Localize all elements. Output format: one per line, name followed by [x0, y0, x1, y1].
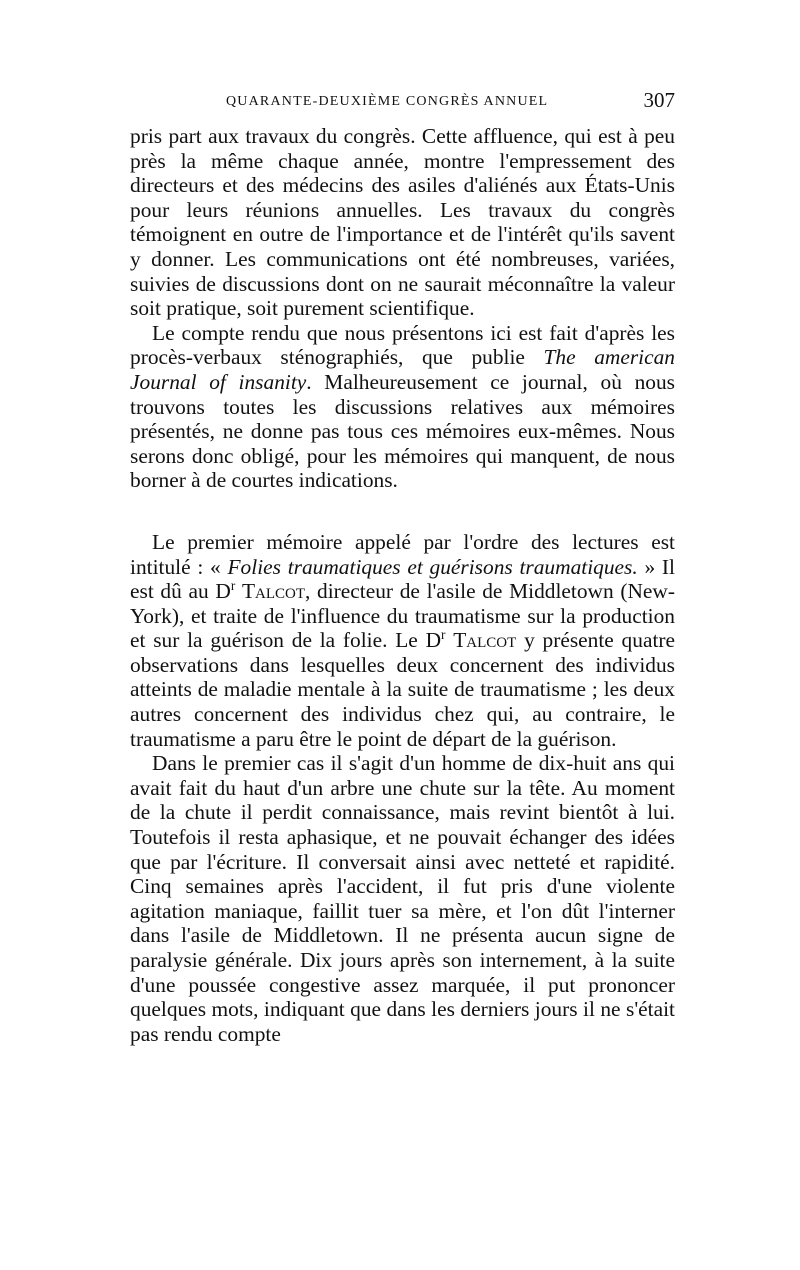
- paragraph-3-end: y présente quatre observations dans lesquelles deux concernent des individus atteints de maladie mentale à la suite de traumatisme ; les deux autres concernent des individus chez qui, au contraire, le traumatisme a paru être le point de départ de la guérison.: [130, 628, 676, 751]
- running-title: QUARANTE-DEUXIÈME CONGRÈS ANNUEL: [226, 94, 549, 109]
- journal-title: The american Journal of insanity: [130, 345, 675, 394]
- paragraph-3: [130, 530, 675, 751]
- paragraph-2-text-start: Le compte rendu que nous présentons ici est fait d'après les procès-verbaux sténographiés, que publie: [130, 320, 675, 370]
- doctor-name: Talcot: [241, 579, 305, 604]
- paragraph-3-intro: Le premier mémoire appelé par l'ordre des lectures est intitulé : «: [130, 529, 675, 579]
- running-header: [130, 84, 675, 124]
- page-number: 307: [643, 88, 675, 112]
- doctor-abbrev-2: D: [425, 628, 442, 653]
- paragraph-4: Dans le premier cas il s'agit d'un homme de dix-huit ans qui avait fait du haut d'un arbre une chute sur la tête. Au moment de la chute il perdit connaissance, mais revint bientôt à lui. Toutefois il resta aphasique, et ne pouvait échanger des idées que par l'écriture. Il conversait ainsi avec netteté et rapidité. Cinq semaines après l'accident, il fut pris d'une violente agitation maniaque, faillit tuer sa mère, et l'on dût l'interner dans l'asile de Middletown. Il ne présenta aucun signe de paralysie générale. Dix jours après son internement, à la suite d'une poussée congestive assez marquée, il put prononcer quelques mots, indiquant que dans les derniers jours il ne s'était pas rendu compte: [130, 751, 675, 1046]
- memoir-title: Folies traumatiques et guérisons traumatiques.: [227, 554, 638, 579]
- doctor-abbrev-superscript-2: r: [441, 627, 446, 643]
- paragraph-3-after-title: » Il est dû au: [130, 554, 675, 604]
- section-gap: [130, 493, 675, 530]
- body-text: [130, 124, 675, 1046]
- paragraph-2-text-end: . Malheureusement ce journal, où nous trouvons toutes les discussions relatives aux mémoires présentés, ne donne pas tous ces mémoires eux-mêmes. Nous serons donc obligé, pour les mémoires qui manquent, de nous borner à de courtes indications.: [130, 369, 675, 493]
- book-page: [130, 84, 675, 1046]
- paragraph-2: [130, 321, 675, 493]
- doctor-abbrev-superscript: r: [230, 577, 236, 593]
- doctor-name-2: Talcot: [453, 628, 517, 653]
- paragraph-1: pris part aux travaux du congrès. Cette affluence, qui est à peu près la même chaque année, montre l'empressement des directeurs et des médecins des asiles d'aliénés aux États-Unis pour leurs réunions annuelles. Les travaux du congrès témoignent en outre de l'importance et de l'intérêt qu'ils savent y donner. Les communications ont été nombreuses, variées, suivies de discussions dont on ne saurait méconnaître la valeur soit pratique, soit purement scientifique.: [130, 124, 675, 321]
- paragraph-3-middle: , directeur de l'asile de Middletown (New-York), et traite de l'influence du traumatisme sur la production et sur la guérison de la folie. Le: [130, 579, 675, 653]
- doctor-abbrev: D: [215, 579, 231, 604]
